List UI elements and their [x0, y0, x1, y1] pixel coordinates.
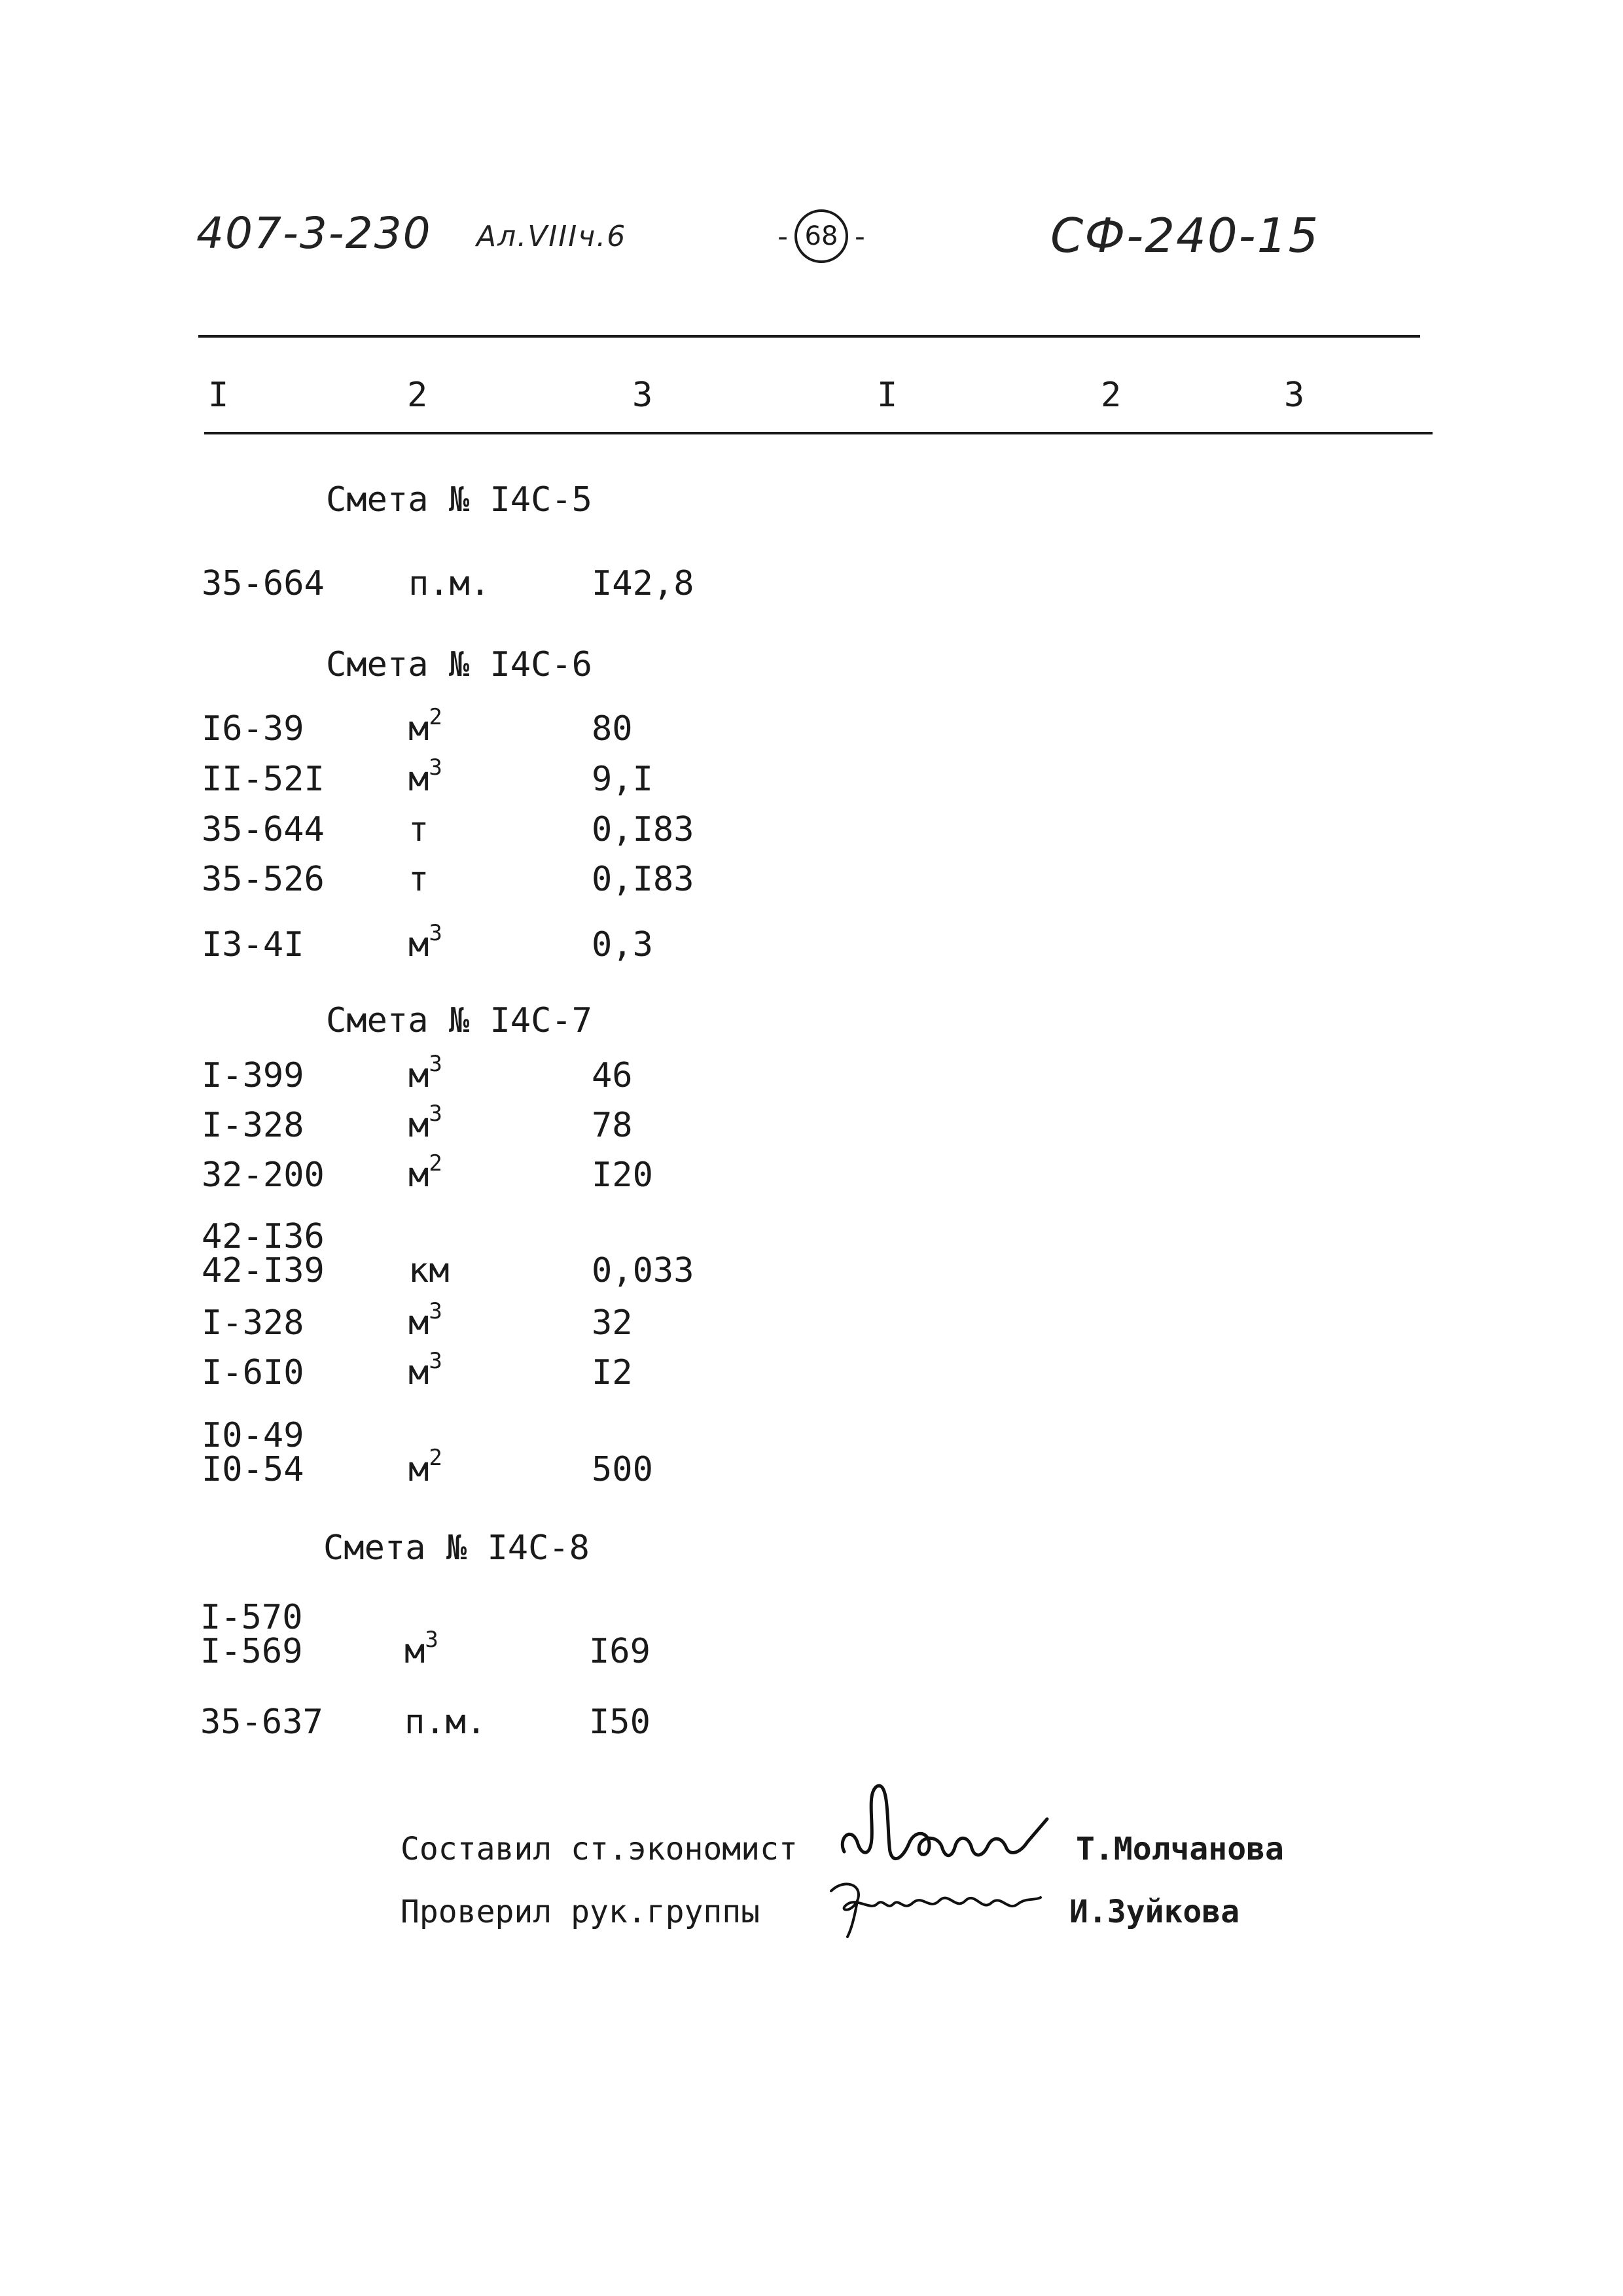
row-code-continued: I-569: [200, 1632, 303, 1671]
row-code: 35-637: [200, 1703, 323, 1742]
row-qty: 0,I83: [592, 860, 694, 899]
column-header-2-right: 2: [1101, 376, 1122, 415]
row-qty: I50: [589, 1703, 651, 1742]
row-unit: $м^2$: [408, 1445, 442, 1489]
row-unit: $м^3$: [404, 1627, 438, 1671]
page-number: - 68 -: [766, 207, 877, 266]
row-qty: I42,8: [592, 564, 694, 603]
column-header-3-left: 3: [632, 376, 653, 415]
row-code: I3-4I: [202, 925, 304, 964]
row-qty: 78: [592, 1106, 633, 1145]
section-title: Смета № I4С-6: [326, 645, 592, 684]
row-code-continued: 42-I39: [202, 1251, 325, 1290]
column-header-2-left: 2: [407, 376, 428, 415]
section-title: Смета № I4С-8: [323, 1528, 590, 1568]
row-qty: 0,3: [592, 925, 653, 964]
album-label: Ал.VIIIч.6: [476, 220, 627, 253]
row-code: I-328: [202, 1303, 304, 1343]
row-qty: I20: [592, 1156, 653, 1195]
row-code: 32-200: [202, 1156, 325, 1195]
row-code: I-328: [202, 1106, 304, 1145]
row-code: II-52I: [202, 760, 325, 799]
compiled-by-name: Т.Молчанова: [1076, 1831, 1284, 1867]
checked-by-label: Проверил рук.группы: [401, 1894, 760, 1930]
row-unit: $м^3$: [408, 1101, 442, 1145]
compiled-by-label: Составил ст.экономист: [401, 1831, 798, 1867]
row-code: 35-526: [202, 860, 325, 899]
row-code-continued: I0-54: [202, 1450, 304, 1489]
row-qty: 46: [592, 1056, 633, 1095]
row-qty: 0,033: [592, 1251, 694, 1290]
row-code: 42-I36: [202, 1217, 325, 1256]
row-qty: 32: [592, 1303, 633, 1343]
row-code: I-6I0: [202, 1353, 304, 1392]
signature-image: [818, 1865, 1054, 1943]
row-qty: 500: [592, 1450, 653, 1489]
row-qty: 80: [592, 709, 633, 749]
row-unit: т: [408, 810, 429, 849]
row-code: I-570: [200, 1598, 303, 1637]
row-qty: 9,I: [592, 760, 653, 799]
row-unit: $м^2$: [408, 704, 442, 749]
section-title: Смета № I4С-5: [326, 480, 592, 520]
column-header-3-right: 3: [1284, 376, 1305, 415]
row-qty: I69: [589, 1632, 651, 1671]
row-unit: $м^3$: [408, 920, 442, 964]
sheet-code: СФ-240-15: [1050, 208, 1320, 263]
row-code: I0-49: [202, 1416, 304, 1455]
document-code: 407-3-230: [196, 208, 432, 258]
row-unit: $м^2$: [408, 1150, 442, 1195]
row-qty: I2: [592, 1353, 633, 1392]
column-header-1-right: I: [877, 376, 898, 415]
checked-by-name: И.Зуйкова: [1069, 1894, 1240, 1930]
row-unit: $м^3$: [408, 1051, 442, 1095]
row-unit: $м^3$: [408, 1348, 442, 1392]
column-header-rule: [204, 432, 1433, 434]
row-unit: $м^3$: [408, 1298, 442, 1343]
row-qty: 0,I83: [592, 810, 694, 849]
row-unit: п.м.: [404, 1703, 487, 1742]
row-code: 35-664: [202, 564, 325, 603]
signature-image: [831, 1780, 1080, 1878]
header-rule: [198, 335, 1420, 338]
row-unit: т: [408, 860, 429, 899]
row-unit: км: [408, 1251, 450, 1290]
row-code: 35-644: [202, 810, 325, 849]
row-unit: $м^3$: [408, 754, 442, 799]
section-title: Смета № I4С-7: [326, 1001, 592, 1040]
column-header-1-left: I: [208, 376, 229, 415]
page-number-circle: 68: [794, 209, 848, 263]
row-code: I6-39: [202, 709, 304, 749]
row-unit: п.м.: [408, 564, 491, 603]
row-code: I-399: [202, 1056, 304, 1095]
